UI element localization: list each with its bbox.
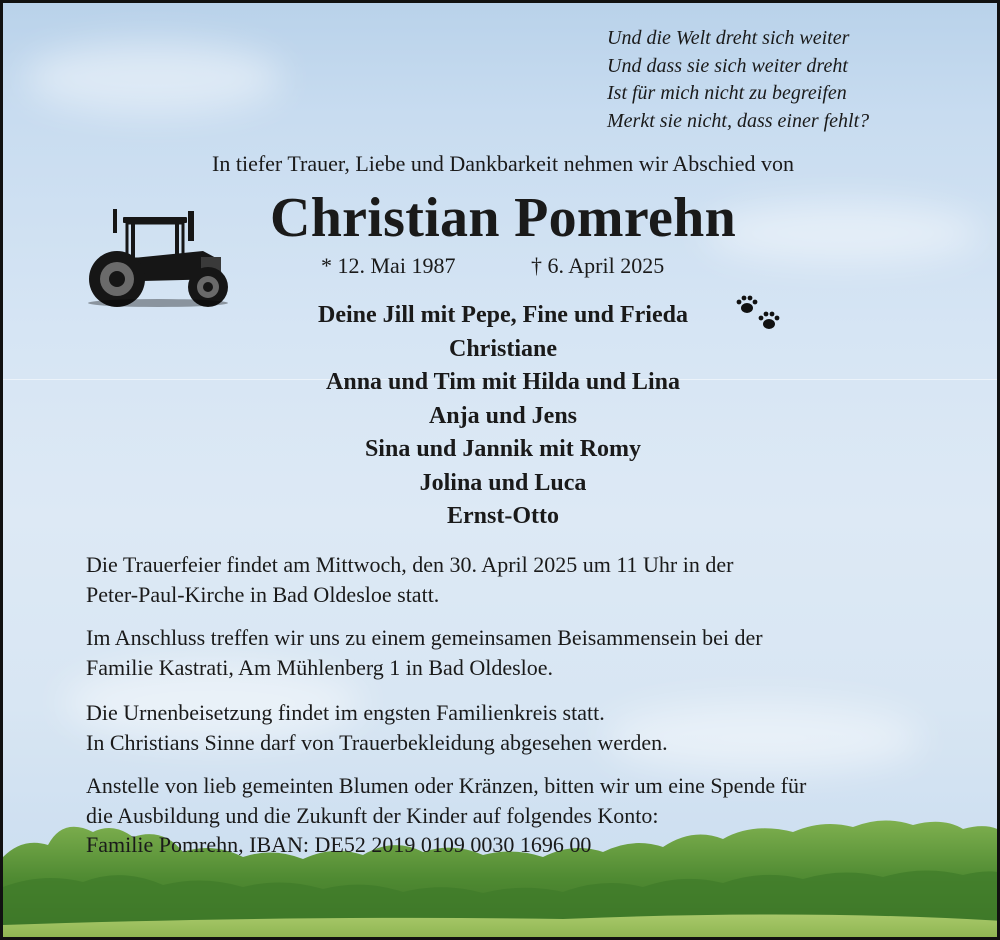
mourner-line: Christiane (449, 335, 557, 362)
poem-line: Und dass sie sich weiter dreht (607, 54, 848, 77)
mourner-line: Anja und Jens (428, 402, 578, 429)
burial-info (86, 698, 986, 757)
deceased-name: Christian Pomrehn (269, 187, 737, 249)
poem-line: Und die Welt dreht sich weiter (607, 27, 850, 49)
mourner-line: Anna und Tim mit Hilda und Lina (326, 369, 680, 395)
poem (607, 25, 869, 135)
info-line: Peter-Paul-Kirche in Bad Oldesloe statt. (86, 581, 440, 607)
info-line: Die Trauerfeier findet am Mittwoch, den 30. April 2025 um 11 Uhr in der (86, 552, 734, 577)
mourner-line: Jolina und Luca (419, 469, 587, 496)
sky-cloud (23, 43, 283, 113)
donation-info (86, 771, 986, 860)
paw-prints-icon (733, 293, 785, 333)
funeral-info (86, 550, 986, 609)
iban-line: Familie Pomrehn, IBAN: DE52 2019 0109 0030 1696 00 (86, 832, 592, 857)
info-line: Die Urnenbeisetzung findet im engsten Familienkreis statt. (86, 700, 605, 725)
intro-text: In tiefer Trauer, Liebe und Dankbarkeit nehmen wir Abschied von (212, 151, 794, 176)
mourner-line: Sina und Jannik mit Romy (364, 436, 642, 462)
death-date: † 6. April 2025 (531, 253, 665, 278)
info-line: Familie Kastrati, Am Mühlenberg 1 in Bad Oldesloe. (86, 654, 554, 680)
gathering-info (86, 623, 986, 682)
mourner-line: Deine Jill mit Pepe, Fine und Frieda (318, 302, 688, 328)
mourner-line: Ernst-Otto (447, 503, 559, 529)
poem-line: Merkt sie nicht, dass einer fehlt? (607, 109, 870, 132)
info-line: In Christians Sinne darf von Trauerbekleidung abgesehen werden. (86, 729, 668, 755)
info-line: die Ausbildung und die Zukunft der Kinder auf folgendes Konto: (86, 802, 659, 828)
poem-line: Ist für mich nicht zu begreifen (607, 82, 847, 104)
mourners-list (3, 299, 1000, 534)
info-line: Im Anschluss treffen wir uns zu einem gemeinsamen Beisammensein bei der (86, 625, 763, 650)
birth-date: * 12. Mai 1987 (321, 253, 456, 278)
info-line: Anstelle von lieb gemeinten Blumen oder Kränzen, bitten wir um eine Spende für (86, 773, 807, 798)
